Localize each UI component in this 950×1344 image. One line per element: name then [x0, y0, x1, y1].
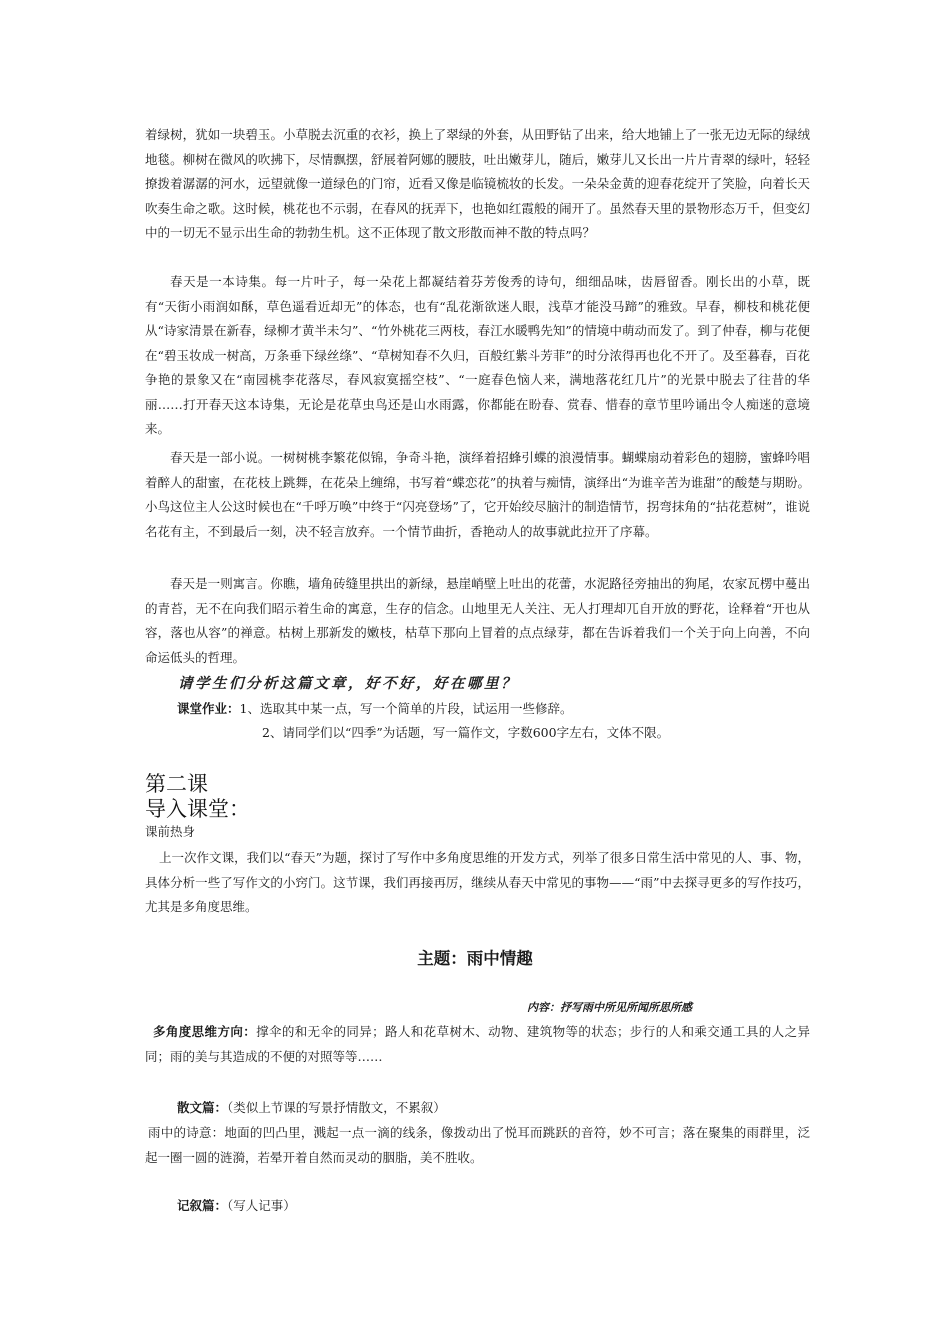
lesson-title: 第二课: [145, 772, 208, 796]
homework-label: 课堂作业：: [177, 701, 240, 716]
narrative-heading: [177, 1196, 296, 1214]
lesson-subtitle: 导入课堂：: [145, 797, 250, 821]
paragraph-spring-poetry: 春天是一本诗集。每一片叶子，每一朵花上都凝结着芬芳俊秀的诗句，细细品味，齿唇留香。刚长出的小草，既有“天街小雨润如酥，草色遥看近却无”的体态，也有“乱花渐欲迷人眼，浅草才能没马蹄”的雅致。早春，柳枝和桃花便从“诗家清景在新春，绿柳才黄半未匀”、“竹外桃花三两枝，春江水暖鸭先知”的情境中萌动而发了。到了仲春，柳与花便在“碧玉妆成一树高，万条垂下绿丝绦”、“草树知春不久归，百般红紫斗芳菲”的时分浓得再也化不开了。及至暮春，百花争艳的景象又在“南园桃李花落尽，春风寂寞摇空枝”、“一庭春色恼人来，满地落花红几片”的光景中脱去了往昔的华丽……打开春天这本诗集，无论是花草虫鸟还是山水雨露，你都能在盼春、赏春、惜春的章节里吟诵出令人痴迷的意境来。: [145, 274, 810, 436]
multi-angle-text: 撑伞的和无伞的同异；路人和花草树木、动物、建筑物等的状态；步行的人和乘交通工具的人之异同；雨的美与其造成的不便的对照等等……: [145, 1024, 810, 1064]
prose-heading: [177, 1098, 446, 1116]
theme-content: 内容：抒写雨中所见所闻所思所感: [527, 1001, 692, 1014]
discussion-prompt: 请学生们分析这篇文章，好不好，好在哪里？: [178, 675, 518, 692]
prose-note: （类似上节课的写景抒情散文，不累叙）: [227, 1100, 446, 1115]
lesson-intro: 上一次作文课，我们以“春天”为题，探讨了写作中多角度思维的开发方式，列举了很多日常生活中常见的人、事、物，具体分析一些了写作文的小窍门。这节课，我们再接再厉，继续从春天中常见的事物——“雨”中去探寻更多的写作技巧，尤其是多角度思维。: [145, 850, 810, 914]
narrative-note: （写人记事）: [227, 1198, 296, 1213]
prose-label: 散文篇：: [177, 1100, 228, 1115]
multi-angle-label: 多角度思维方向：: [153, 1024, 257, 1039]
homework-item-1: [177, 699, 572, 717]
paragraph-spring-novel: 春天是一部小说。一树树桃李繁花似锦，争奇斗艳，演绎着招蜂引蝶的浪漫情事。蝴蝶扇动着彩色的翅膀，蜜蜂吟唱着醉人的甜蜜，在花枝上跳舞，在花朵上缠绵，书写着“蝶恋花”的执着与痴情，演绎出“为谁辛苦为谁甜”的酸楚与期盼。小鸟这位主人公这时候也在“千呼万唤”中终于“闪亮登场”了，它开始绞尽脑汁的制造情节，拐弯抹角的“拈花惹树”，谁说名花有主，不到最后一刻，决不轻言放弃。一个情节曲折，香艳动人的故事就此拉开了序幕。: [145, 450, 810, 539]
narrative-label: 记叙篇：: [177, 1198, 228, 1213]
warmup-heading: 课前热身: [145, 824, 196, 839]
paragraph-spring-scene: 着绿树，犹如一块碧玉。小草脱去沉重的衣衫，换上了翠绿的外套，从田野钻了出来，给大地铺上了一张无边无际的绿绒地毯。柳树在微风的吹拂下，尽情飘摆，舒展着阿娜的腰肢，吐出嫩芽儿，随后，嫩芽儿又长出一片片青翠的绿叶，轻轻撩拨着潺潺的河水，远望就像一道绿色的门帘，近看又像是临镜梳妆的长发。一朵朵金黄的迎春花绽开了笑脸，向着长天吹奏生命之歌。这时候，桃花也不示弱，在春风的抚弄下，也艳如红霞般的闹开了。虽然春天里的景物形态万千，但变幻中的一切无不显示出生命的勃勃生机。这不正体现了散文形散而神不散的特点吗？: [145, 127, 810, 240]
paragraph-spring-fable: 春天是一则寓言。你瞧，墙角砖缝里拱出的新绿，悬崖峭壁上吐出的花蕾，水泥路径旁抽出的狗尾，农家瓦楞中蔓出的青苔，无不在向我们昭示着生命的寓意，生存的信念。山地里无人关注、无人打理却兀自开放的野花，诠释着“开也从容，落也从容”的禅意。枯树上那新发的嫩枝，枯草下那向上冒着的点点绿芽，都在告诉着我们一个关于向上向善，不向命运低头的哲理。: [145, 576, 810, 665]
theme-title: 主题：雨中情趣: [417, 949, 533, 968]
homework-item-1-text: 1、选取其中某一点，写一个简单的片段，试运用一些修辞。: [239, 701, 573, 716]
homework-item-2: 2、请同学们以“四季”为话题，写一篇作文，字数600字左右，文体不限。: [262, 725, 670, 740]
multi-angle-section: [145, 1020, 810, 1069]
prose-text: 雨中的诗意：地面的凹凸里，溅起一点一滴的线条，像拨动出了悦耳而跳跃的音符，妙不可言；落在聚集的雨群里，泛起一圈一圆的涟漪，若晕开着自然而灵动的胭脂，美不胜收。: [145, 1125, 810, 1165]
